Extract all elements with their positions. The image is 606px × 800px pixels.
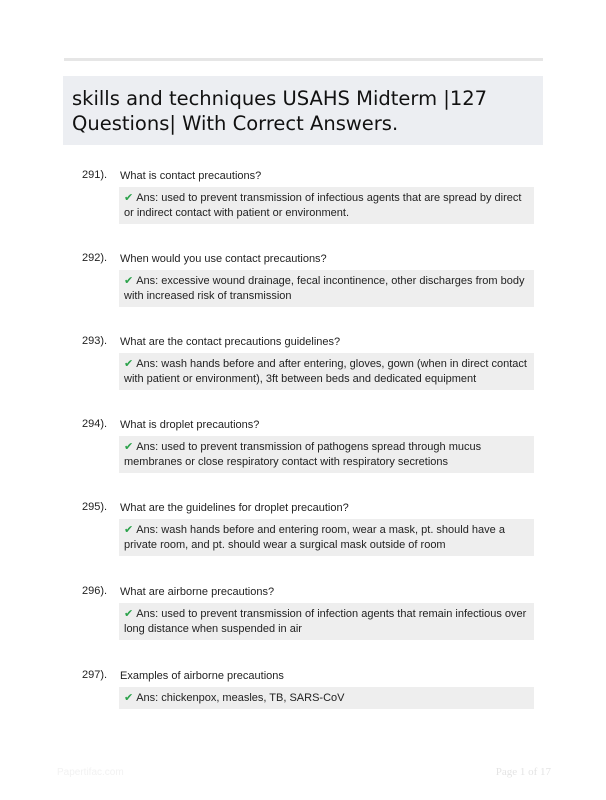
checkmark-icon: ✔ — [124, 274, 134, 287]
checkmark-icon: ✔ — [124, 607, 134, 620]
answer-text: Ans: excessive wound drainage, fecal incontinence, other discharges from body with increased risk of transmission — [124, 275, 525, 302]
footer-watermark: Papertifac.com — [57, 767, 124, 778]
checkmark-icon: ✔ — [124, 191, 134, 204]
answer-box — [119, 687, 534, 709]
question-number: 296). — [82, 585, 108, 597]
question-number: 294). — [82, 418, 108, 430]
question-number: 295). — [82, 501, 108, 513]
qa-item — [0, 417, 606, 487]
checkmark-icon: ✔ — [124, 523, 134, 536]
checkmark-icon: ✔ — [124, 357, 134, 370]
question-number: 291). — [82, 169, 108, 181]
question-text: What is contact precautions? — [120, 170, 262, 182]
checkmark-icon: ✔ — [124, 440, 134, 453]
question-number: 293). — [82, 335, 108, 347]
answer-text: Ans: used to prevent transmission of infection agents that remain infectious over long distance when suspended in air — [124, 608, 527, 635]
answer-text: Ans: used to prevent transmission of pathogens spread through mucus membranes or close respiratory contact with respiratory secretions — [124, 441, 482, 468]
qa-item — [0, 168, 606, 238]
answer-box — [119, 187, 534, 224]
qa-item — [0, 500, 606, 570]
question-text: What is droplet precautions? — [120, 419, 260, 431]
question-number: 292). — [82, 252, 108, 264]
answer-text: Ans: wash hands before and entering room, wear a mask, pt. should have a private room, and pt. should wear a surgical mask outside of room — [124, 524, 505, 551]
answer-box — [119, 436, 534, 473]
answer-box — [119, 519, 534, 556]
answer-text: Ans: wash hands before and after entering, gloves, gown (when in direct contact with patient or environment), 3ft between beds and dedicated equipment — [124, 358, 527, 385]
document-title: skills and techniques USAHS Midterm |127 Questions| With Correct Answers. — [72, 87, 488, 135]
question-text: What are airborne precautions? — [120, 586, 275, 598]
question-text: When would you use contact precautions? — [120, 253, 327, 265]
answer-text: Ans: chickenpox, measles, TB, SARS-CoV — [136, 692, 345, 704]
answer-box — [119, 603, 534, 640]
checkmark-icon: ✔ — [124, 691, 134, 704]
answer-box — [119, 270, 534, 307]
title-banner — [63, 76, 543, 145]
question-number: 297). — [82, 669, 108, 681]
page-indicator: Page 1 of 17 — [495, 766, 551, 778]
answer-box — [119, 353, 534, 390]
qa-item — [0, 334, 606, 404]
answer-text: Ans: used to prevent transmission of infectious agents that are spread by direct or indirect contact with patient or environment. — [124, 192, 522, 219]
qa-item — [0, 584, 606, 654]
question-text: Examples of airborne precautions — [120, 670, 284, 682]
top-divider — [64, 58, 543, 61]
question-text: What are the contact precautions guidelines? — [120, 336, 341, 348]
question-text: What are the guidelines for droplet precaution? — [120, 502, 349, 514]
qa-item — [0, 668, 606, 738]
qa-item — [0, 251, 606, 321]
